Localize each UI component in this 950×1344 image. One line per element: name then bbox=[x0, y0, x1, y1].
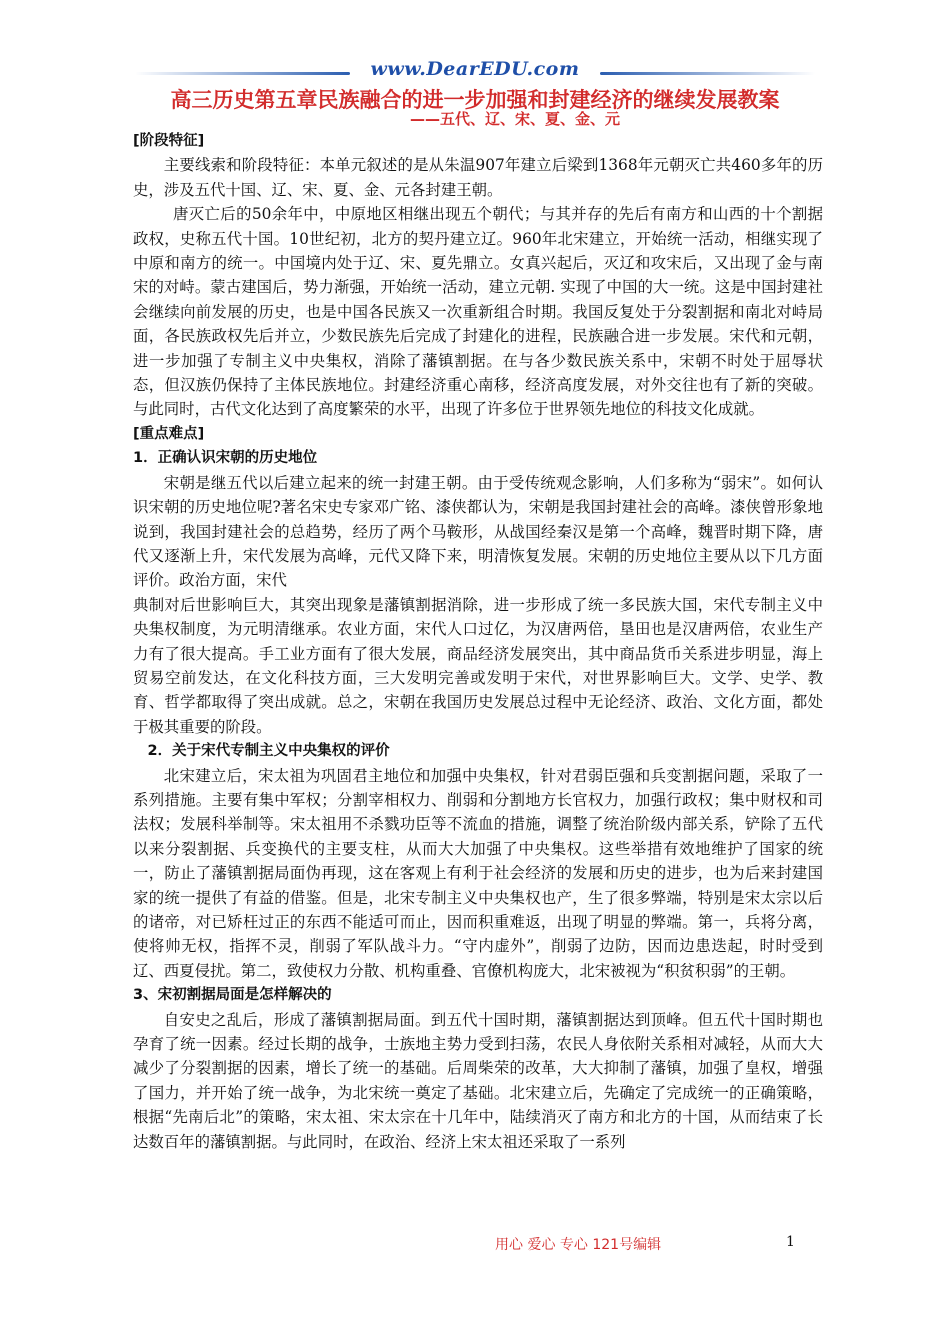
page-title: 高三历史第五章民族融合的进一步加强和封建经济的继续发展教案 bbox=[170, 88, 780, 112]
subheading-2: 2．关于宋代专制主义中央集权的评价 bbox=[147, 743, 390, 760]
header-rule-right bbox=[600, 72, 815, 75]
document-body bbox=[133, 129, 823, 1154]
paragraph: 主要线索和阶段特征：本单元叙述的是从朱温907年建立后梁到1368年元朝灭亡共460多年的历史，涉及五代十国、辽、宋、夏、金、元各封建王朝。 bbox=[133, 156, 823, 199]
page-subtitle: ——五代、辽、宋、夏、金、元 bbox=[409, 110, 620, 128]
paragraph: 北宋建立后，宋太祖为巩固君主地位和加强中央集权，针对君弱臣强和兵变割据问题，采取了一系列措施。主要有集中军权；分割宰相权力、削弱和分割地方长官权力，加强行政权；集中财权和司法权；发展科举制等。宋太祖用不杀戮功臣等不流血的措施，调整了统治阶级内部关系，铲除了五代以来分裂割据、兵变换代的主要支柱，从而大大加强了中央集权。这些举措有效地维护了国家的统一，防止了藩镇割据局面伪再现，这在客观上有利于社会经济的发展和历史的进步，也为后来封建国家的统一提供了有益的借鉴。但是，北宋专制主义中央集权也产，生了很多弊端，特别是宋太宗以后的诸帝，对已矫枉过正的东西不能适可而止，因而积重难返，出现了明显的弊端。第一，兵将分离，使将帅无权，指挥不灵，削弱了军队战斗力。“守内虚外”，削弱了边防，因而边患迭起，时时受到辽、西夏侵扰。第二，致使权力分散、机构重叠、官僚机构庞大，北宋被视为“积贫积弱”的王朝。 bbox=[133, 766, 823, 980]
subheading-1: 1．正确认识宋朝的历史地位 bbox=[133, 450, 318, 467]
section-heading-key: [重点难点] bbox=[133, 425, 205, 442]
paragraph: 唐灭亡后的50余年中，中原地区相继出现五个朝代；与其并存的先后有南方和山西的十个割据政权，史称五代十国。10世纪初，北方的契丹建立辽。960年北宋建立，开始统一活动，相继实现了中原和南方的统一。中国境内处于辽、宋、夏先鼎立。女真兴起后，灭辽和攻宋后，又出现了金与南宋的对峙。蒙古建国后，势力渐强，开始统一活动，建立元朝. 实现了中国的大一统。这是中国封建社会继续向前发展的历史，也是中国各民族又一次重新组合时期。我国反复处于分裂割据和南北对峙局面，各民族政权先后并立，少数民族先后完成了封建化的进程，民族融合进一步发展。宋代和元朝，进一步加强了专制主义中央集权，消除了藩镇割据。在与各少数民族关系中，宋朝不时处于屈辱状态，但汉族仍保持了主体民族地位。封建经济重心南移，经济高度发展，对外交往也有了新的突破。与此同时，古代文化达到了高度繁荣的水平，出现了许多位于世界领先地位的科技文化成就。 bbox=[133, 205, 823, 419]
paragraph: 自安史之乱后，形成了藩镇割据局面。到五代十国时期，藩镇割据达到顶峰。但五代十国时期也孕育了统一因素。经过长期的战争，士族地主势力受到扫荡，农民人身依附关系相对减轻，从而大大减少了分裂割据的因素，增长了统一的基础。后周柴荣的改革，大大抑制了藩镇，加强了皇权，增强了国力，并开始了统一战争，为北宋统一奠定了基础。北宋建立后，先确定了完成统一的正确策略，根据“先南后北”的策略，宋太祖、宋太宗在十几年中，陆续消灭了南方和北方的十国，从而结束了长达数百年的藩镇割据。与此同时，在政治、经济上宋太祖还采取了一系列 bbox=[133, 1010, 823, 1151]
paragraph: 宋朝是继五代以后建立起来的统一封建王朝。由于受传统观念影响，人们多称为“弱宋”。如何认识宋朝的历史地位呢?著名宋史专家邓广铭、漆侠都认为，宋朝是我国封建社会的高峰。漆侠曾形象地说到，我国封建社会的总趋势，经历了两个马鞍形，从战国经秦汉是第一个高峰，魏晋时期下降，唐代又逐渐上升，宋代发展为高峰，元代又降下来，明清恢复发展。宋朝的历史地位主要从以下几方面评价。政治方面，宋代 bbox=[133, 473, 823, 590]
subheading-3: 3、宋初割据局面是怎样解决的 bbox=[133, 987, 332, 1004]
header-rule-left bbox=[135, 72, 350, 75]
footer-note: 用心 爱心 专心 121号编辑 bbox=[495, 1237, 662, 1253]
site-url[interactable]: www.DearEDU.com bbox=[370, 58, 580, 80]
page-number: 1 bbox=[786, 1234, 795, 1250]
paragraph: 典制对后世影响巨大，其突出现象是藩镇割据消除，进一步形成了统一多民族大国，宋代专制主义中央集权制度，为元明清继承。农业方面，宋代人口过亿，为汉唐两倍，垦田也是汉唐两倍，农业生产力有了很大提高。手工业方面有了很大发展，商品经济发展突出，其中商品货币关系进步明显，海上贸易空前发达，在文化科技方面，三大发明完善或发明于宋代，对世界影响巨大。文学、史学、教育、哲学都取得了突出成就。总之，宋朝在我国历史发展总过程中无论经济、政治、文化方面，都处于极其重要的阶段。 bbox=[133, 595, 823, 736]
site-header bbox=[135, 58, 815, 82]
section-heading-stage: [阶段特征] bbox=[133, 133, 205, 149]
